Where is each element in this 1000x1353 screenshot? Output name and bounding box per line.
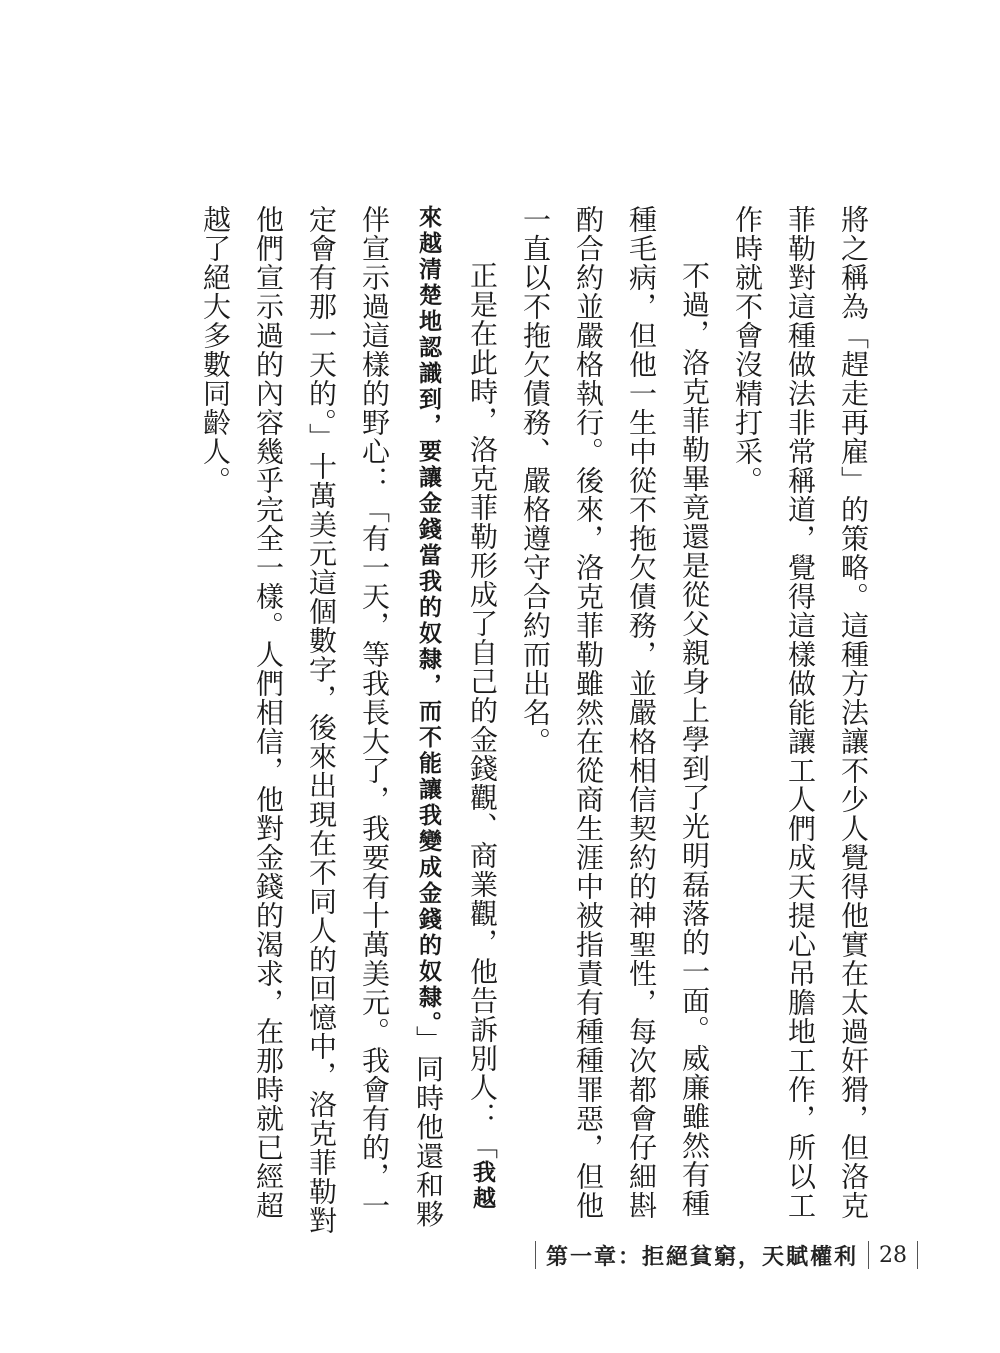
paragraph-3 <box>189 205 509 1235</box>
paragraph-1: 將之稱為「趕走再雇」的策略。這種方法讓不少人覺得他實在太過奸猾，但洛克菲勒對這種做法非常稱道，覺得這樣做能讓工人們成天提心吊膽地工作，所以工作時就不會沒精打采。 <box>731 205 870 1220</box>
page-footer <box>535 1237 918 1273</box>
page-number: 28 <box>879 1242 908 1268</box>
chapter-title: 第一章：拒絕貧窮，天賦權利 <box>546 1244 859 1270</box>
paragraph-3-end: 」同時他還和夥伴宣示過這樣的野心：「有一天，等我長大了，我要有十萬美元。我會有的，一定會有那一天的。」十萬美元這個數字，後來出現在不同人的回憶中，洛克菲勒對他們宣示過的內容幾乎完全一樣。人們相信，他對金錢的渴求，在那時就已經超越了絕大多數同齡人。 <box>199 205 445 1235</box>
body-text <box>189 205 880 1235</box>
paragraph-3-start: 正是在此時，洛克菲勒形成了自己的金錢觀、商業觀，他告訴別人：「 <box>466 261 499 1160</box>
paragraph-2: 不過，洛克菲勒畢竟還是從父親身上學到了光明磊落的一面。威廉雖然有種種毛病，但他一生中從不拖欠債務，並嚴格相信契約的神聖性，每次都會仔細斟酌合約並嚴格執行。後來，洛克菲勒雖然在從商生涯中被指責有種種罪惡，但他一直以不拖欠債務、嚴格遵守合約而出名。 <box>519 205 711 1220</box>
emphasized-quote: 我越來越清楚地認識到，要讓金錢當我的奴隸，而不能讓我變成金錢的奴隸。 <box>415 205 495 1212</box>
footer-divider-right <box>917 1241 918 1269</box>
